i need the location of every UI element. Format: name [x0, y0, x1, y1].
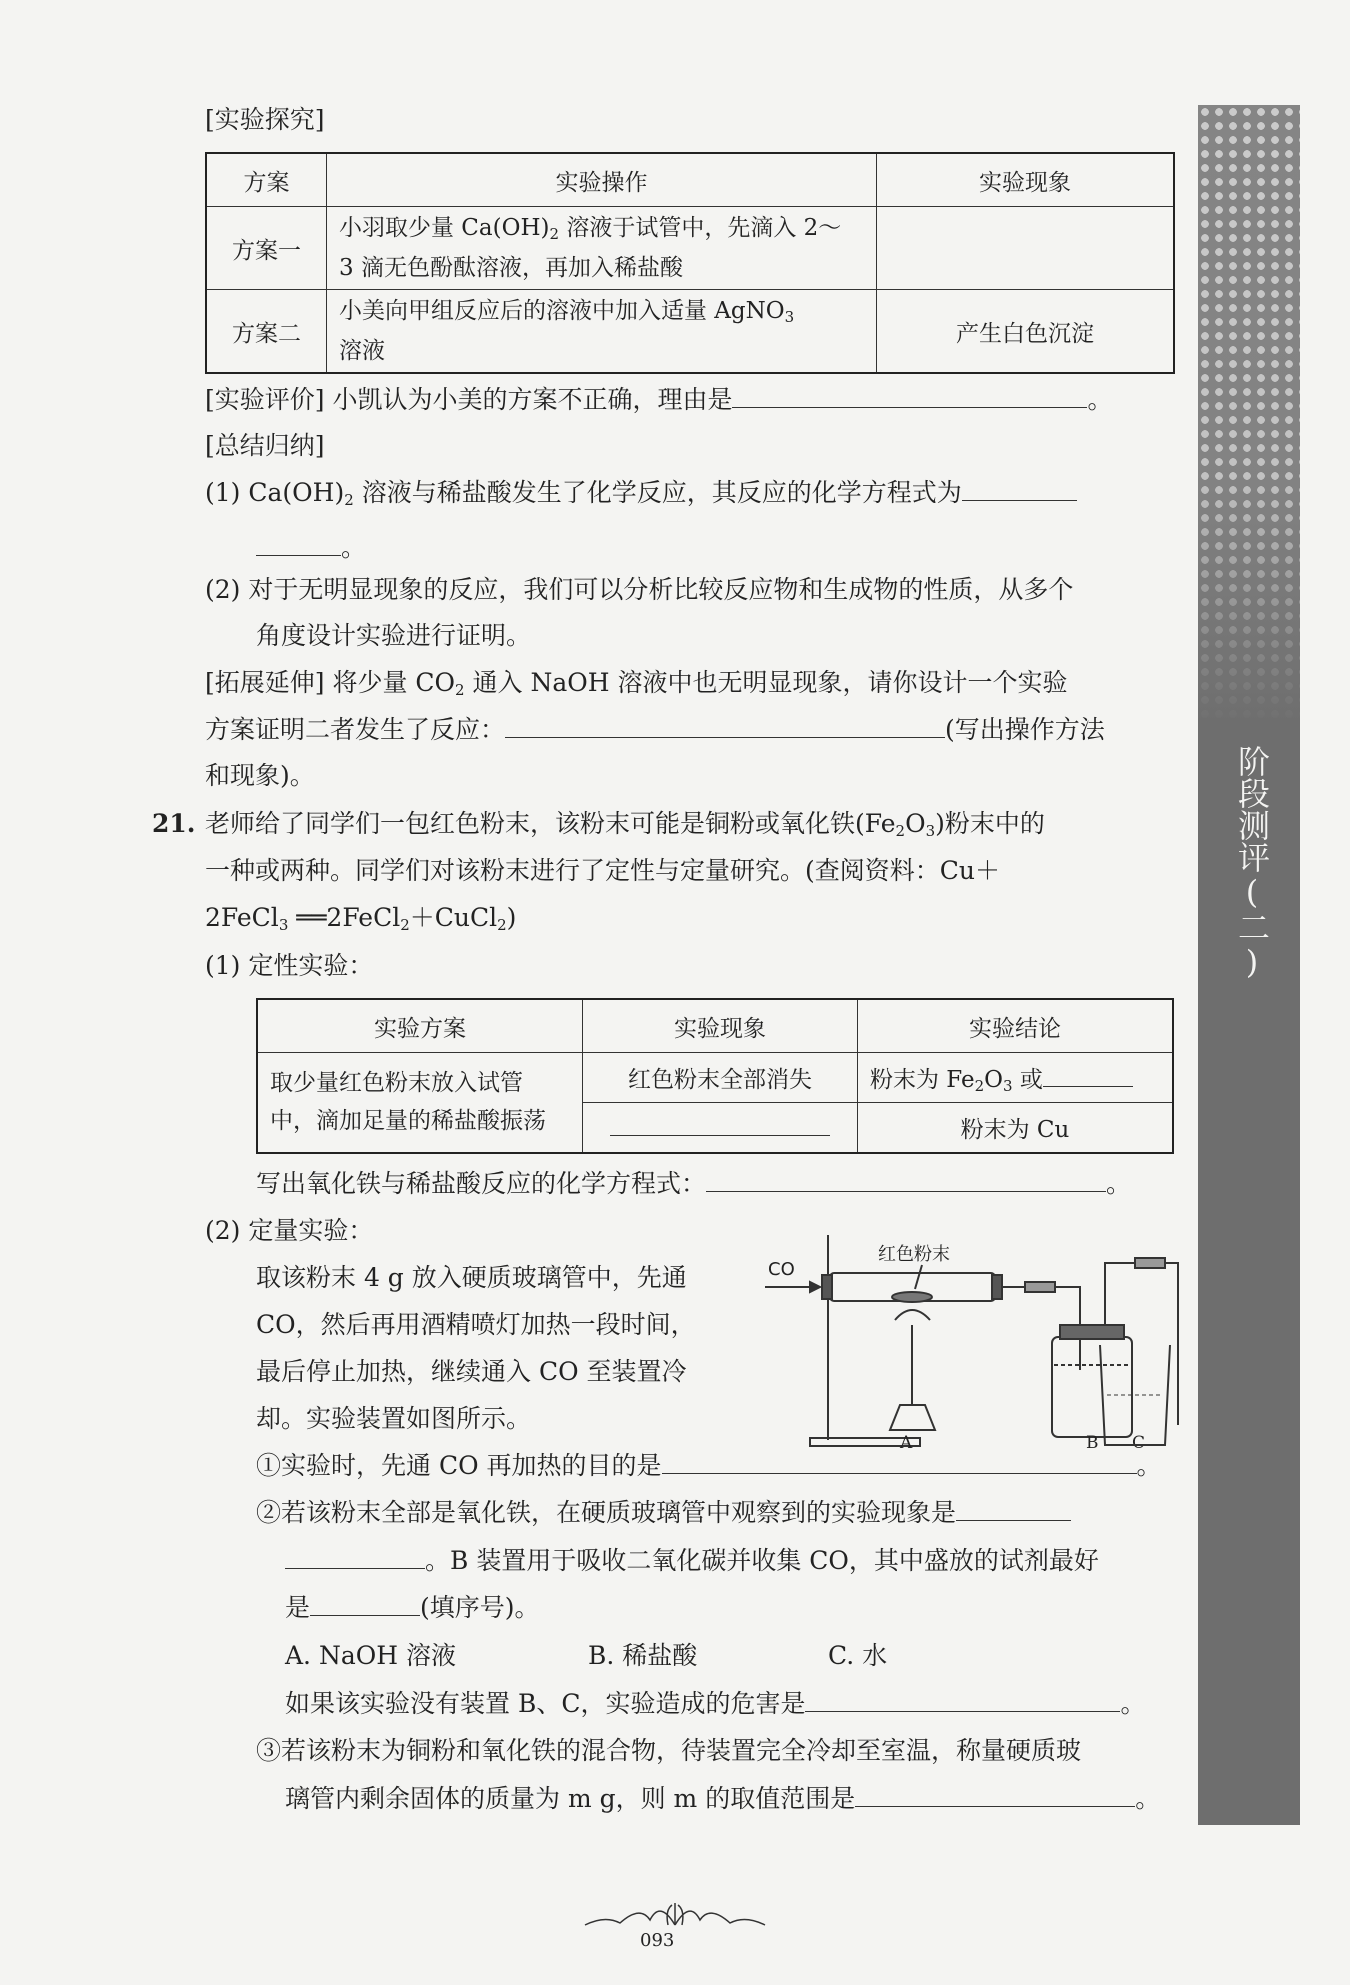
equation-prompt: 写出氧化铁与稀盐酸反应的化学方程式： 。: [256, 1169, 1132, 1198]
harm-question: 如果该实验没有装置 B、C，实验造成的危害是 。: [285, 1689, 1146, 1718]
answer-blank[interactable]: [805, 1689, 1120, 1712]
conclusion-1: 粉末为 $Fe_2O_3$ 或: [858, 1053, 1174, 1103]
summary-q2-line2: 角度设计实验进行证明。: [256, 621, 532, 650]
label-c: C: [1132, 1433, 1146, 1453]
plan-two-operation: 小美向甲组反应后的溶液中加入适量 AgNO$_3$ 溶液: [327, 290, 877, 374]
answer-blank[interactable]: [256, 533, 341, 556]
footer-ornament-icon: [580, 1895, 770, 1935]
sub-question-3-line1: ③若该粉末为铜粉和氧化铁的混合物，待装置完全冷却至室温，称量硬质玻: [256, 1736, 1082, 1765]
table1-header: 实验操作: [327, 153, 877, 207]
option-c[interactable]: C. 水: [828, 1641, 888, 1670]
beaker-c: [1095, 1340, 1175, 1450]
qualitative-table: [256, 998, 1174, 1154]
stopper-left: [822, 1275, 832, 1299]
sub-question-1: ①实验时，先通 CO 再加热的目的是 。: [256, 1451, 1162, 1480]
outlet-tube: [1105, 1263, 1145, 1325]
answer-blank[interactable]: [662, 1451, 1137, 1474]
table2-header: 实验方案: [257, 999, 583, 1053]
qualitative-method: 取少量红色粉末放入试管 中，滴加足量的稀盐酸振荡: [257, 1053, 583, 1153]
arrow-head-icon: [810, 1282, 820, 1292]
bottle-stopper: [1060, 1325, 1124, 1339]
chapter-sidebar: [1198, 105, 1300, 1825]
answer-blank[interactable]: [706, 1169, 1106, 1192]
red-powder: [892, 1292, 932, 1302]
answer-blank[interactable]: [310, 1593, 420, 1616]
plan-table: [205, 152, 1175, 374]
quantitative-text-2: CO，然后再用酒精喷灯加热一段时间，: [256, 1310, 696, 1339]
table2-header: 实验结论: [858, 999, 1174, 1053]
quantitative-text-4: 却。实验装置如图所示。: [256, 1404, 532, 1433]
q21-line2: 一种或两种。同学们对该粉末进行了定性与定量研究。(查阅资料：Cu＋: [205, 856, 1000, 885]
plan-one-label: 方案一: [206, 207, 327, 290]
summary-q2-line1: (2) 对于无明显现象的反应，我们可以分析比较反应物和生成物的性质，从多个: [205, 575, 1074, 604]
extension-line2: 方案证明二者发生了反应： (写出操作方法: [205, 715, 1105, 744]
observation-2: [583, 1103, 858, 1153]
option-a[interactable]: A. NaOH 溶液: [285, 1641, 456, 1670]
label-a: A: [900, 1433, 913, 1453]
q21-line1: 老师给了同学们一包红色粉末，该粉末可能是铜粉或氧化铁$(Fe_2O_3)$粉末中的: [205, 809, 1045, 840]
tube-connector: [1135, 1258, 1165, 1268]
answer-blank[interactable]: [956, 1498, 1071, 1521]
chapter-label: 阶段测评(二): [1233, 745, 1271, 981]
quantitative-text-3: 最后停止加热，继续通入 CO 至装置冷: [256, 1357, 687, 1386]
conclusion-2: 粉末为 Cu: [858, 1103, 1174, 1153]
flame: [895, 1310, 930, 1320]
sub-question-3-line2: 璃管内剩余固体的质量为 m g，则 m 的取值范围是 。: [285, 1784, 1161, 1813]
alcohol-lamp: [890, 1405, 935, 1430]
summary-q1-cont: 。: [256, 532, 366, 564]
answer-blank[interactable]: [285, 1546, 425, 1569]
observation-1: 红色粉末全部消失: [583, 1053, 858, 1103]
table2-header: 实验现象: [583, 999, 858, 1053]
answer-blank[interactable]: [610, 1113, 830, 1136]
section-explore: [实验探究]: [205, 105, 325, 134]
sub-question-2-line3: 是 (填序号)。: [285, 1593, 540, 1622]
table1-header: 方案: [206, 153, 327, 207]
option-b[interactable]: B. 稀盐酸: [588, 1641, 698, 1670]
co-label: CO: [768, 1259, 795, 1280]
label-b: B: [1086, 1433, 1099, 1453]
table1-header: 实验现象: [877, 153, 1175, 207]
answer-blank[interactable]: [732, 385, 1087, 408]
question-21-number: 21.: [152, 809, 196, 838]
plan-two-label: 方案二: [206, 290, 327, 374]
tube-connector: [1025, 1282, 1055, 1292]
summary-q1: (1) $Ca(OH)_2$ 溶液与稀盐酸发生了化学反应，其反应的化学方程式为: [205, 477, 1077, 516]
qualitative-title: (1) 定性实验：: [205, 951, 374, 980]
page-number: 093: [640, 1930, 675, 1951]
plan-one-operation: 小羽取少量 $Ca(OH)_2$ 溶液于试管中，先滴入 2～ 3 滴无色酚酞溶液，再加入稀盐酸: [327, 207, 877, 290]
quantitative-text-1: 取该粉末 4 g 放入硬质玻璃管中，先通: [256, 1263, 687, 1292]
answer-blank[interactable]: [962, 478, 1077, 501]
q21-line3: 2FeCl$_3$ ══2FeCl$_2$＋CuCl$_2$): [205, 903, 517, 934]
powder-label: 红色粉末: [878, 1244, 950, 1265]
answer-blank[interactable]: [505, 715, 945, 738]
plan-one-result: [877, 207, 1175, 290]
sub-question-2-line2: 。B 装置用于吸收二氧化碳并收集 CO，其中盛放的试剂最好: [285, 1545, 1099, 1577]
extension-line3: 和现象)。: [205, 761, 315, 790]
powder-pointer: [915, 1265, 922, 1289]
evaluation-line: [实验评价] 小凯认为小美的方案不正确，理由是 。: [205, 385, 1113, 414]
quantitative-title: (2) 定量实验：: [205, 1216, 374, 1245]
extension-line1: [拓展延伸] 将少量 $CO_2$ 通入 NaOH 溶液中也无明显现象，请你设计一个实验: [205, 668, 1068, 699]
summary-title: [总结归纳]: [205, 431, 325, 460]
stopper-right: [992, 1275, 1002, 1299]
answer-blank[interactable]: [855, 1784, 1135, 1807]
answer-blank[interactable]: [1043, 1064, 1133, 1087]
sub-question-2-line1: ②若该粉末全部是氧化铁，在硬质玻璃管中观察到的实验现象是: [256, 1497, 1071, 1529]
plan-two-result: 产生白色沉淀: [877, 290, 1175, 374]
